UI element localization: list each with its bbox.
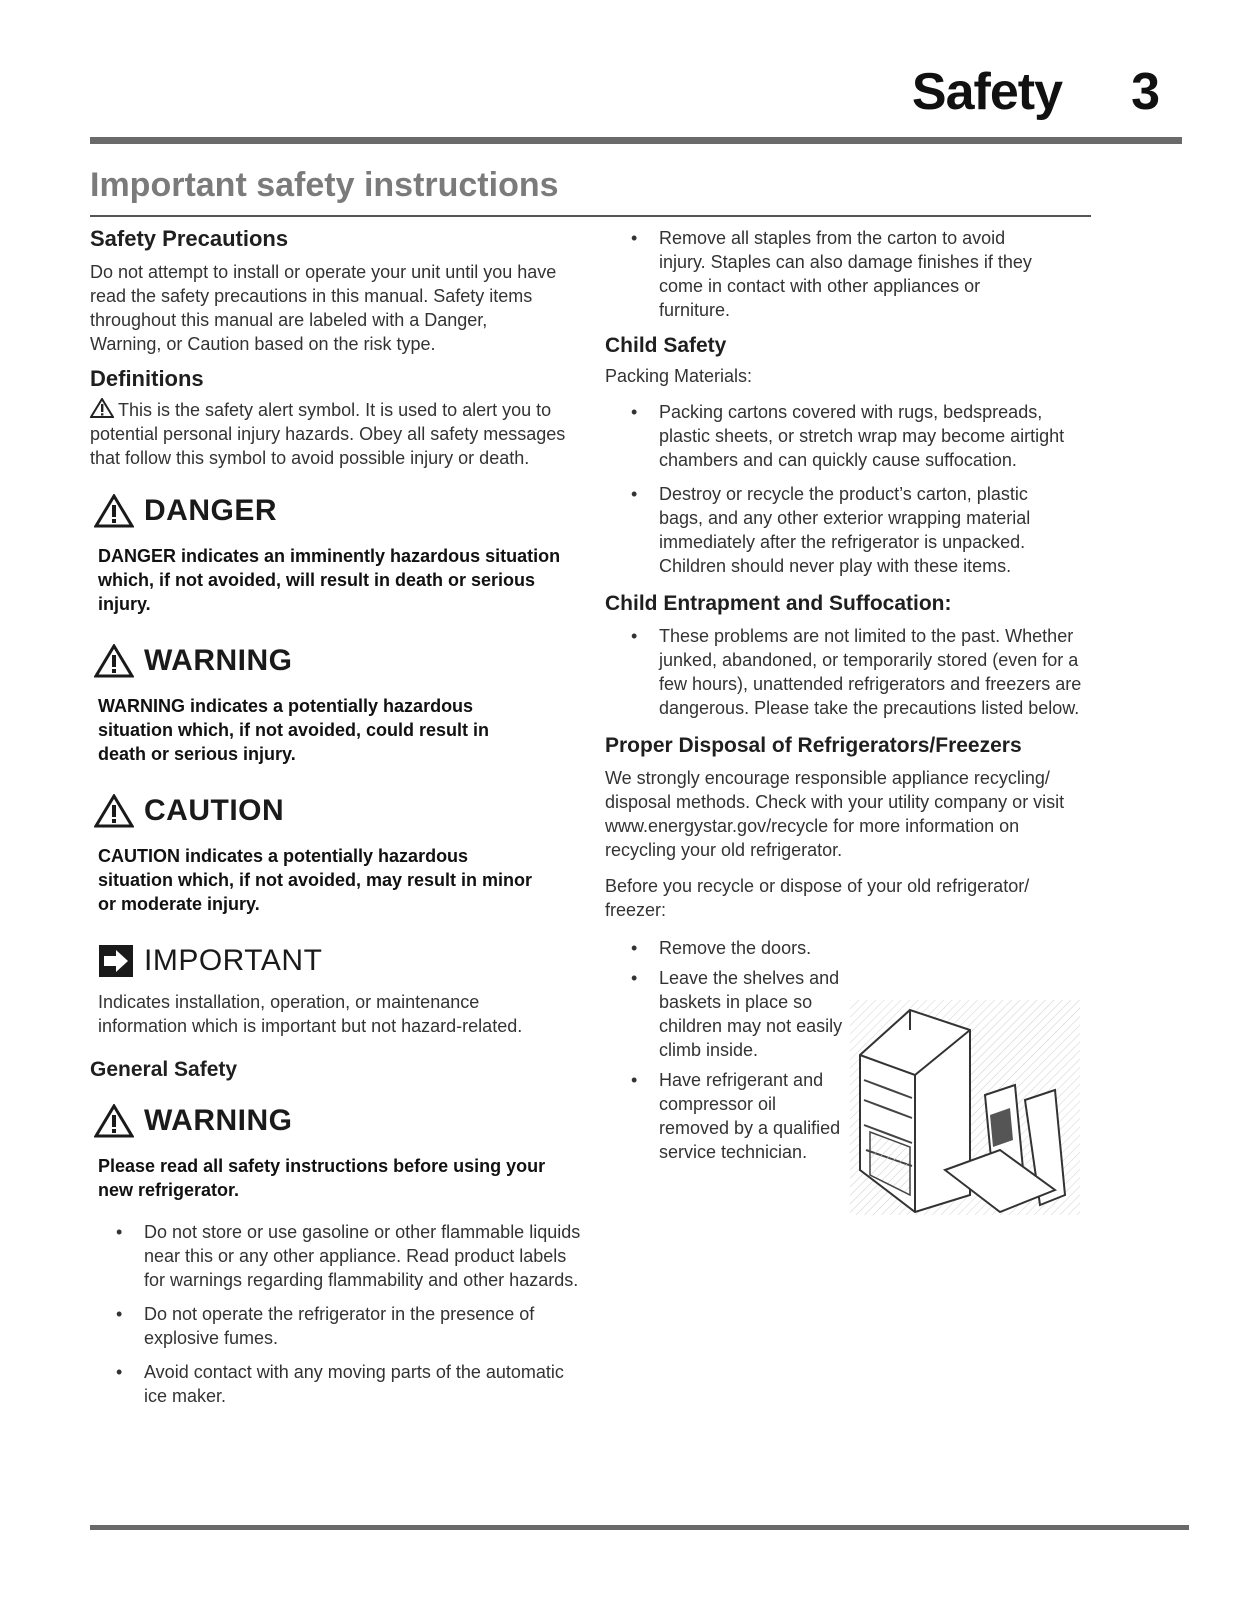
child-safety-intro: Packing Materials:	[605, 366, 753, 386]
list-item: • Have refrigerant and compressor oil removed by a qualified service technician.	[631, 1070, 841, 1162]
list-item: • Remove the doors.	[631, 938, 812, 958]
carton-list	[605, 226, 1035, 322]
bullet-icon: •	[116, 1222, 123, 1242]
bullet-icon: •	[631, 1070, 638, 1090]
safety-alert-triangle-icon	[94, 644, 134, 678]
caution-signal	[94, 794, 590, 828]
child-safety-heading: Child Safety	[605, 334, 727, 357]
general-warning-signal	[94, 1104, 590, 1138]
danger-text: DANGER indicates an imminently hazardous situation which, if not avoided, will result in death or serious injury.	[98, 546, 561, 614]
list-item: • Do not operate the refrigerator in the presence of explosive fumes.	[116, 1304, 535, 1348]
bullet-icon: •	[116, 1362, 123, 1382]
list-item: • Leave the shelves and baskets in place so children may not easily climb inside.	[631, 968, 843, 1060]
entrapment-heading: Child Entrapment and Suffocation:	[605, 592, 952, 615]
important-signal	[98, 944, 590, 978]
bullet-icon: •	[631, 402, 638, 422]
section-rule	[90, 215, 1091, 217]
warning-signal	[94, 644, 590, 678]
page-number: 3	[1131, 63, 1160, 121]
left-column	[90, 226, 590, 1408]
bullet-icon: •	[631, 484, 638, 504]
list-item: • Do not store or use gasoline or other flammable liquids near this or any other appliance. Read product labels for warnings regarding flammability and other hazards.	[116, 1222, 581, 1290]
warning-label: WARNING	[144, 644, 293, 677]
definitions-heading: Definitions	[90, 366, 204, 391]
bullet-icon: •	[116, 1304, 123, 1324]
danger-label: DANGER	[144, 494, 278, 527]
footer-rule	[90, 1525, 1189, 1530]
caution-text: CAUTION indicates a potentially hazardous situation which, if not avoided, may result in minor or moderate injury.	[98, 846, 533, 914]
bullet-icon: •	[631, 968, 638, 988]
disposal-body-2: Before you recycle or dispose of your old refrigerator/ freezer:	[605, 876, 1030, 920]
disposal-list	[605, 936, 845, 1164]
bullet-icon: •	[631, 228, 638, 248]
list-item: • Packing cartons covered with rugs, bedspreads, plastic sheets, or stretch wrap may become airtight chambers and can quickly cause suffocation.	[631, 402, 1065, 470]
important-text: Indicates installation, operation, or maintenance information which is important but not hazard-related.	[98, 992, 523, 1036]
disposal-body-1: We strongly encourage responsible appliance recycling/ disposal methods. Check with your utility company or visit www.energystar.gov/recycle for more information on recycling your old refrigerator.	[605, 768, 1065, 860]
disposal-heading: Proper Disposal of Refrigerators/Freezers	[605, 734, 1022, 757]
general-warning-label: WARNING	[144, 1104, 293, 1137]
safety-alert-triangle-icon	[94, 794, 134, 828]
warning-text: WARNING indicates a potentially hazardous situation which, if not avoided, could result in death or serious injury.	[98, 696, 490, 764]
refrigerator-doors-removed-illustration	[850, 1000, 1080, 1215]
section-title: Important safety instructions	[90, 166, 559, 204]
list-item: • Destroy or recycle the product’s carton, plastic bags, and any other exterior wrapping material immediately after the refrigerator is unpacked. Children should never play with these items.	[631, 484, 1031, 576]
safety-alert-triangle-icon	[94, 494, 134, 528]
arrow-box-icon	[98, 944, 134, 978]
child-safety-list	[605, 400, 1065, 578]
safety-alert-triangle-icon	[94, 1104, 134, 1138]
entrapment-list	[605, 624, 1085, 720]
list-item: • Avoid contact with any moving parts of the automatic ice maker.	[116, 1362, 564, 1406]
safety-alert-triangle-icon	[90, 398, 114, 418]
important-label: IMPORTANT	[144, 944, 323, 977]
general-warning-text: Please read all safety instructions before using your new refrigerator.	[98, 1156, 546, 1200]
list-item: • Remove all staples from the carton to avoid injury. Staples can also damage finishes if they come in contact with other appliances or furniture.	[631, 228, 1032, 320]
definitions-body	[90, 398, 570, 470]
list-item: • These problems are not limited to the past. Whether junked, abandoned, or temporarily stored (even for a few hours), unattended refrigerators and freezers are dangerous. Please take the precautions listed below.	[631, 626, 1082, 718]
bullet-icon: •	[631, 938, 638, 958]
definitions-text: This is the safety alert symbol. It is used to alert you to potential personal injury hazards. Obey all safety messages that follow this symbol to avoid possible injury or death.	[90, 400, 566, 468]
danger-signal	[94, 494, 590, 528]
chapter-title: Safety	[911, 63, 1062, 121]
safety-precautions-body: Do not attempt to install or operate your unit until you have read the safety precautions in this manual. Safety items throughout this manual are labeled with a Danger, Warning, or Caution based on the risk type.	[90, 262, 557, 354]
caution-label: CAUTION	[144, 794, 285, 827]
header-rule	[90, 137, 1182, 144]
bullet-icon: •	[631, 626, 638, 646]
safety-precautions-heading: Safety Precautions	[90, 226, 289, 251]
general-safety-heading: General Safety	[90, 1058, 238, 1081]
general-safety-list	[90, 1220, 590, 1408]
